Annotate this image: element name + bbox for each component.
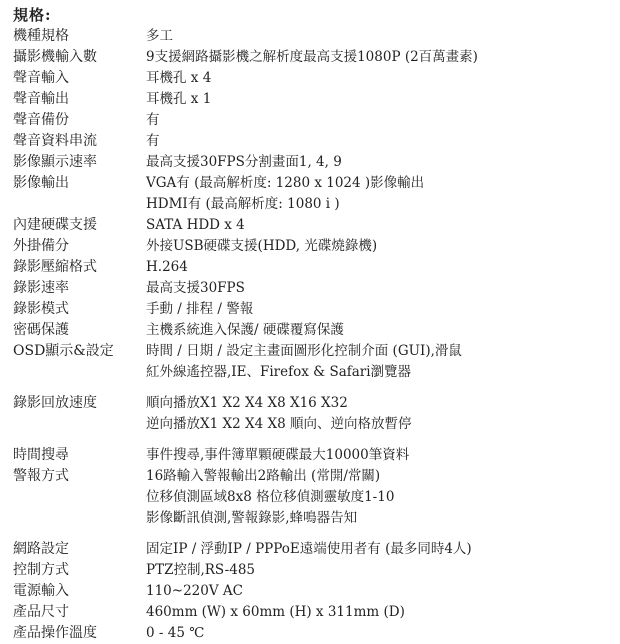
spec-label: 控制方式 [13,562,69,578]
spec-values [146,278,613,299]
spec-row [13,560,613,581]
spec-values [146,299,613,320]
spec-values [146,623,613,644]
spec-value: 有 [146,133,160,149]
spec-value: 外接USB硬碟支援(HDD, 光碟燒錄機) [146,238,378,254]
spec-values [146,89,613,110]
spec-values [146,26,613,47]
spec-values [146,466,613,529]
spec-value: 耳機孔 x 4 [146,70,212,86]
spec-value: VGA有 (最高解析度: 1280 x 1024 )影像輸出 [146,175,425,191]
spec-value: 0 - 45 ℃ [146,625,205,641]
spec-row [13,236,613,257]
spec-row [13,26,613,47]
spec-label: 錄影速率 [13,280,69,296]
spec-values [146,257,613,278]
spec-value: PTZ控制,RS-485 [146,562,255,578]
spec-values [146,68,613,89]
spec-row [13,89,613,110]
spec-label: 聲音資料串流 [13,133,97,149]
spec-sheet [13,4,613,644]
spec-value: 位移偵測區域8x8 格位移偵測靈敏度1-10 [146,489,395,505]
spec-values [146,560,613,581]
spec-value: SATA HDD x 4 [146,217,245,233]
spec-label: 錄影壓縮格式 [13,259,97,275]
spec-label: 網路設定 [13,541,69,557]
spec-row [13,299,613,320]
spec-values [146,581,613,602]
spec-value: H.264 [146,259,188,275]
spec-value: 16路輸入警報輸出2路輸出 (常開/常關) [146,468,381,484]
spec-row [13,445,613,466]
spec-label: 內建硬碟支援 [13,217,97,233]
spec-value: 110~220V AC [146,583,243,599]
spec-label: 外掛備分 [13,238,69,254]
spec-value: 紅外線遙控器,IE、Firefox & Safari瀏覽器 [146,364,412,380]
spec-value: 有 [146,112,160,128]
spec-row [13,173,613,215]
spec-value: 影像斷訊偵測,警報錄影,蜂鳴器告知 [146,510,358,526]
spec-row [13,215,613,236]
spec-value: 460mm (W) x 60mm (H) x 311mm (D) [146,604,405,620]
spec-value: 手動 / 排程 / 警報 [146,301,254,317]
spec-row [13,257,613,278]
spec-heading: 規格: [13,6,52,24]
spec-value: 逆向播放X1 X2 X4 X8 順向、逆向格放暫停 [146,416,412,432]
spec-value: 時間 / 日期 / 設定主畫面圖形化控制介面 (GUI),滑鼠 [146,343,462,359]
spec-row [13,152,613,173]
spec-label: 聲音備份 [13,112,69,128]
spec-row [13,581,613,602]
spec-row [13,110,613,131]
spec-label: 機種規格 [13,28,69,44]
spec-label: 時間搜尋 [13,447,69,463]
spec-value: 耳機孔 x 1 [146,91,212,107]
spec-label: 電源輸入 [13,583,69,599]
spec-values [146,110,613,131]
spec-label: 警報方式 [13,468,69,484]
spec-list [13,26,613,644]
spec-value: HDMI有 (最高解析度: 1080 i ) [146,196,340,212]
spec-values [146,215,613,236]
spec-label: 影像輸出 [13,175,69,191]
spec-row [13,466,613,529]
spec-value: 事件搜尋,事件簿單顆硬碟最大10000筆資料 [146,447,410,463]
spec-label: 錄影模式 [13,301,69,317]
spec-values [146,320,613,341]
spec-label: 產品尺寸 [13,604,69,620]
spec-values [146,393,613,435]
spec-label: 產品操作溫度 [13,625,97,641]
spec-values [146,341,613,383]
spec-label: OSD顯示&設定 [13,343,114,359]
spec-values [146,539,613,560]
spec-row [13,539,613,560]
spec-row [13,341,613,383]
spec-row [13,131,613,152]
spec-label: 影像顯示速率 [13,154,97,170]
spec-value: 最高支援30FPS [146,280,245,296]
spec-value: 最高支援30FPS分割畫面1, 4, 9 [146,154,342,170]
spec-row [13,68,613,89]
spec-value: 固定IP / 浮動IP / PPPoE遠端使用者有 (最多同時4人) [146,541,472,557]
spec-values [146,236,613,257]
spec-value: 多工 [146,28,173,44]
spec-value: 9支援網路攝影機之解析度最高支援1080P (2百萬畫素) [146,49,478,65]
spec-row [13,393,613,435]
spec-row [13,320,613,341]
spec-values [146,152,613,173]
spec-row [13,47,613,68]
spec-row [13,278,613,299]
spec-label: 聲音輸出 [13,91,69,107]
spec-label: 密碼保護 [13,322,69,338]
spec-values [146,173,613,215]
spec-label: 錄影回放速度 [13,395,97,411]
spec-value: 主機系統進入保護/ 硬碟覆寫保護 [146,322,344,338]
spec-label: 攝影機輸入數 [13,49,97,65]
spec-label: 聲音輸入 [13,70,69,86]
spec-values [146,47,613,68]
spec-values [146,131,613,152]
spec-row [13,623,613,644]
spec-values [146,445,613,466]
spec-value: 順向播放X1 X2 X4 X8 X16 X32 [146,395,348,411]
